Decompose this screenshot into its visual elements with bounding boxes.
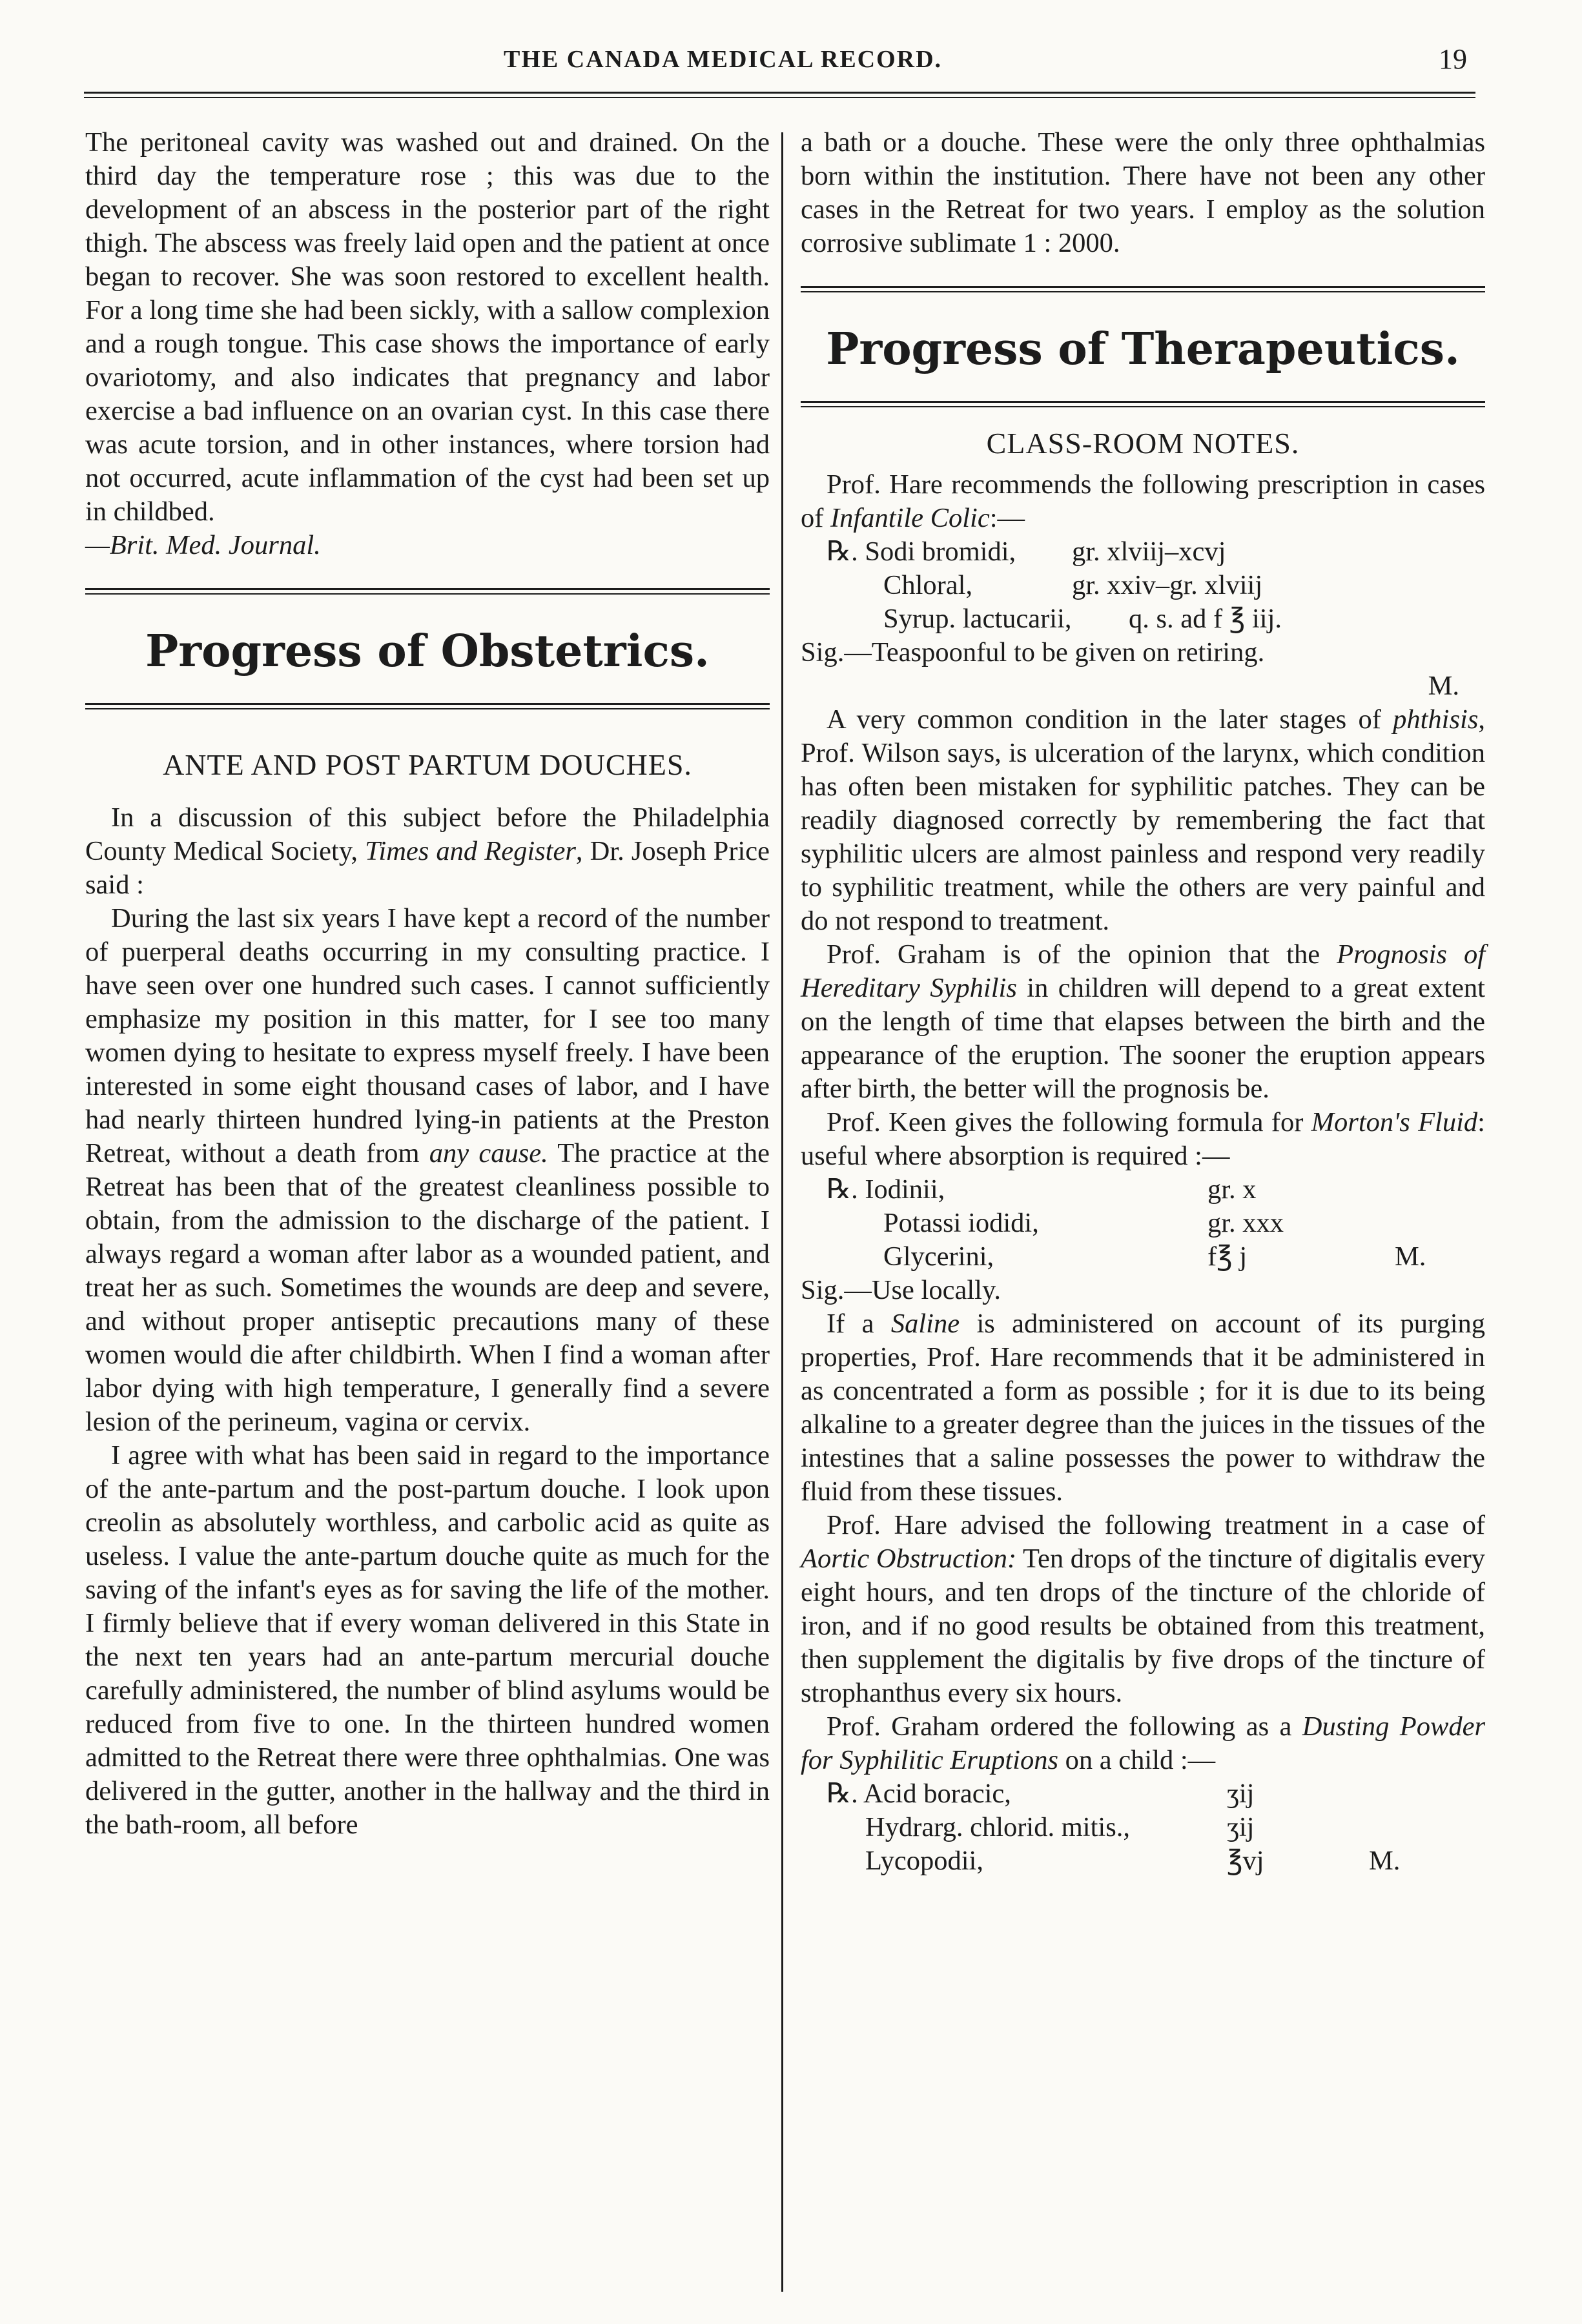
continued-paragraph: a bath or a douche. These were the only three ophthalmias born within the institution. There have not been any other cases in the Retreat for two years. I employ as the solution corrosive sublimate 1 : 2000. [801, 127, 1485, 258]
section-rule-top [801, 286, 1485, 292]
continued-source: —Brit. Med. Journal. [85, 530, 321, 560]
prescription-colic [801, 535, 1485, 703]
paragraph: I agree with what has been said in regard to the importance of the ante-partum and the post-partum douche. I look upon creolin as absolutely worthless, and carbolic acid as quite as useless. I value the ante-partum douche quite as much for the saving of the infant's eyes as for saving the life of the mother. I firmly believe that if every woman delivered in this State in the next ten years had an ante-partum mercurial douche carefully administered, the number of blind asylums would be reduced from five to one. In the thirteen hundred women admitted to the Retreat there were three ophthalmias. One was delivered in the gutter, another in the hallway and the third in the bath-room, all before [85, 1440, 770, 1840]
rx-line: ℞. Acid boracic, ʒij [827, 1779, 1255, 1809]
section-heading-therapeutics: Progress of Therapeutics. [826, 323, 1460, 375]
rx-line: Lycopodii, ℥vj M. [865, 1846, 1401, 1876]
article-title: CLASS-ROOM NOTES. [986, 427, 1300, 460]
rx-line: ℞. Sodi bromidi, gr. xlviij–xcvj [827, 536, 1226, 567]
rx-sig: Sig.—Use locally. [801, 1275, 1002, 1305]
prescription-dusting-powder [801, 1777, 1485, 1878]
left-column [85, 126, 770, 1842]
page-number: 19 [1439, 43, 1467, 75]
rx-m: M. [1428, 671, 1459, 701]
section-heading-obstetrics: Progress of Obstetrics. [145, 626, 710, 677]
paragraph: Prof. Hare recommends the following prescription in cases of Infantile Colic:— [801, 469, 1485, 533]
rx-line: Potassi iodidi, gr. xxx [883, 1208, 1284, 1238]
rx-line: ℞. Iodinii, gr. x [827, 1174, 1257, 1205]
header-rule [84, 92, 1475, 98]
continued-paragraph: The peritoneal cavity was washed out and drained. On the third day the temperature rose ; this was due to the development of an abscess in the posterior part of the right thigh. The abscess was freely laid open and the patient at once began to recover. She was soon restored to excellent health. For a long time she had been sickly, with a sallow complexion and a rough tongue. This case shows the importance of early ovariotomy, and also indicates that pregnancy and labor exercise a bad influence on an ovarian cyst. In this case there was acute torsion, and in other instances, where torsion had not occurred, acute inflammation of the cyst had been set up in childbed. [85, 127, 770, 527]
rx-sig: Sig.—Teaspoonful to be given on retiring. [801, 637, 1265, 668]
rx-line: Glycerini, f℥ j M. [883, 1241, 1426, 1272]
section-rule-bottom [85, 703, 770, 709]
paragraph: In a discussion of this subject before the Philadelphia County Medical Society, Times and Register, Dr. Joseph Price said : [85, 802, 770, 900]
rx-line: Syrup. lactucarii, q. s. ad f ℥ iij. [883, 604, 1282, 634]
prescription-mortons-fluid [801, 1173, 1485, 1307]
paragraph: If a Saline is administered on account of its purging properties, Prof. Hare recommends that it be administered in as concentrated a form as possible ; for it is due to its being alkaline to a greater degree than the juices in the tissues of the intestines that a saline possesses the power to withdraw the fluid from these tissues. [801, 1309, 1486, 1507]
paragraph: Prof. Hare advised the following treatment in a case of Aortic Obstruction: Ten drops of the tincture of digitalis every eight hours, and ten drops of the tincture of the chloride of iron, and if no good results be obtained from this treatment, then supplement the digitalis by five drops of the tincture of strophanthus every six hours. [801, 1510, 1485, 1708]
paragraph: Prof. Graham is of the opinion that the Prognosis of Hereditary Syphilis in children will depend to a great extent on the length of time that elapses between the birth and the appearance of the eruption. The sooner the eruption appears after birth, the better will the prognosis be. [801, 939, 1486, 1104]
paragraph: Prof. Graham ordered the following as a Dusting Powder for Syphilitic Eruptions on a child :— [801, 1711, 1485, 1775]
section-rule-top [85, 588, 770, 595]
page-header [0, 40, 1582, 92]
right-column [801, 126, 1485, 1878]
rx-line: Chloral, gr. xxiv–gr. xlviij [883, 570, 1263, 600]
column-divider [781, 132, 783, 2292]
paragraph: Prof. Keen gives the following formula for Morton's Fluid: useful where absorption is required :— [801, 1107, 1485, 1171]
running-title: THE CANADA MEDICAL RECORD. [504, 46, 943, 73]
article-title: ANTE AND POST PARTUM DOUCHES. [163, 748, 692, 781]
section-rule-bottom [801, 401, 1485, 407]
rx-line: Hydrarg. chlorid. mitis., ʒij [865, 1812, 1255, 1842]
paragraph: A very common condition in the later stages of phthisis, Prof. Wilson says, is ulceration of the larynx, which condition has often been mistaken for syphilitic patches. They can be readily diagnosed correctly by remembering the fact that syphilitic ulcers are almost painless and respond very readily to syphilitic treatment, while the others are very painful and do not respond to treatment. [801, 704, 1485, 936]
paragraph: During the last six years I have kept a record of the number of puerperal deaths occurring in my consulting practice. I have seen over one hundred such cases. I cannot sufficiently emphasize my position in this matter, for I see too many women dying to hesitate to express myself freely. I have been interested in some eight thousand cases of labor, and I have had nearly thirteen hundred lying-in patients at the Preston Retreat, without a death from any cause. The practice at the Retreat has been that of the greatest cleanliness possible to obtain, from the admission to the discharge of the patient. I always regard a woman after labor as a wounded patient, and treat her as such. Sometimes the wounds are deep and severe, and without proper antiseptic precautions many of these women would die after childbirth. When I find a woman after labor dying with high temperature, I generally find a severe lesion of the perineum, vagina or cervix. [85, 903, 770, 1437]
